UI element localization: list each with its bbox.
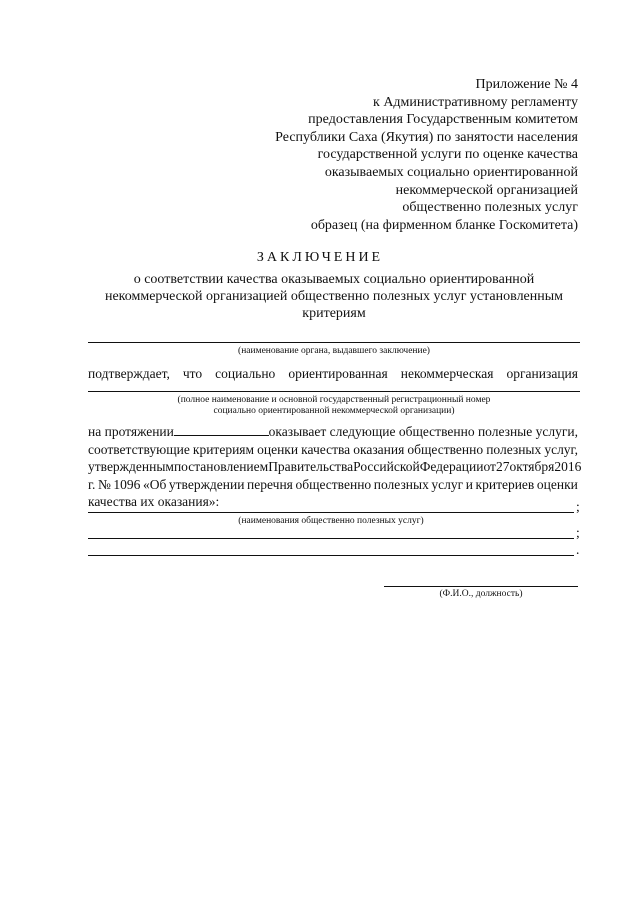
body-word: полезных	[486, 441, 542, 457]
header-line: государственной услуги по оценке качества	[317, 147, 578, 163]
body-word: критериям	[192, 441, 255, 457]
body-word: «Об	[142, 476, 167, 492]
body-word: услуг	[431, 476, 464, 492]
confirm-line	[88, 366, 578, 382]
subtitle-line: о соответствии качества оказываемых социально ориентированной	[133, 272, 535, 287]
organization-caption	[88, 395, 580, 417]
confirm-word: ориентированная	[288, 366, 388, 381]
organization-blank-line	[88, 391, 580, 392]
body-word: услуг,	[544, 441, 578, 457]
body-word: от	[483, 459, 496, 475]
caption-line: (полное наименование и основной государственный регистрационный номер	[177, 395, 491, 405]
body-word: 2016	[554, 459, 582, 475]
body-word: оказания	[353, 441, 405, 457]
header-line: образец (на фирменном бланке Госкомитета)	[310, 217, 578, 233]
body-word: г.	[88, 476, 96, 492]
service-blank-line-3	[88, 555, 574, 556]
subtitle-line: некоммерческой организацией общественно полезных услуг установленным	[104, 289, 564, 304]
period-blank	[174, 423, 269, 436]
body-word: критериев	[475, 476, 535, 492]
document-title: ЗАКЛЮЧЕНИЕ	[256, 250, 384, 265]
service-blank-line-2	[88, 538, 574, 539]
header-line: некоммерческой организацией	[395, 182, 578, 198]
body-word: 27	[495, 459, 510, 475]
document-subtitle	[90, 271, 578, 322]
body-paragraph	[88, 423, 582, 511]
confirm-word: некоммерческая	[400, 366, 494, 381]
body-line	[88, 476, 578, 494]
body-word: утвержденным	[88, 459, 174, 475]
header-line: общественно полезных услуг	[402, 200, 578, 216]
services-caption: (наименования общественно полезных услуг)	[238, 516, 424, 526]
signature-caption: (Ф.И.О., должность)	[439, 589, 523, 599]
caption-line: социально ориентированной некоммерческой организации)	[213, 406, 455, 416]
body-word: 1096	[113, 476, 141, 492]
body-word: Российской	[353, 459, 420, 475]
header-line: Приложение № 4	[475, 77, 578, 92]
header-line: оказываемых социально ориентированной	[324, 164, 578, 180]
body-word: качества	[301, 441, 351, 457]
body-word: №	[97, 476, 111, 492]
semicolon-mark: ;	[576, 499, 580, 514]
body-word: оценки	[257, 441, 299, 457]
body-word: Федерации	[419, 459, 484, 475]
body-word: полезных	[373, 476, 429, 492]
confirm-word: подтверждает,	[88, 366, 170, 381]
body-line	[88, 441, 578, 459]
subtitle-line: критериям	[302, 306, 366, 321]
appendix-header	[218, 76, 578, 234]
body-word: постановлением	[173, 459, 269, 475]
signature-blank-line	[384, 586, 578, 587]
issuer-blank-line	[88, 342, 580, 343]
body-word: утверждении	[168, 476, 245, 492]
body-word: соответствующие	[88, 441, 190, 457]
body-word: общественно	[407, 441, 484, 457]
body-word: перечня	[247, 476, 293, 492]
body-suffix: оказывает следующие общественно полезные услуги,	[268, 424, 578, 439]
confirm-word: что	[182, 366, 203, 381]
body-line: качества их оказания»:	[88, 494, 220, 510]
period-mark: .	[576, 542, 580, 557]
service-blank-line-1	[88, 512, 574, 513]
body-word: общественно	[295, 476, 372, 492]
body-word: оценки	[536, 476, 578, 492]
issuer-caption: (наименование органа, выдавшего заключение)	[238, 346, 430, 356]
body-word: Правительства	[268, 459, 354, 475]
body-line	[88, 458, 582, 476]
body-prefix: на протяжении	[88, 424, 174, 439]
confirm-word: социально	[215, 366, 276, 381]
header-line: к Административному регламенту	[373, 94, 578, 110]
body-word: октября	[509, 459, 555, 475]
header-line: Республики Саха (Якутия) по занятости населения	[275, 129, 578, 145]
confirm-word: организация	[506, 366, 578, 381]
body-line	[88, 423, 578, 441]
semicolon-mark: ;	[576, 525, 580, 540]
header-line: предоставления Государственным комитетом	[308, 112, 578, 128]
body-word: и	[465, 476, 473, 492]
